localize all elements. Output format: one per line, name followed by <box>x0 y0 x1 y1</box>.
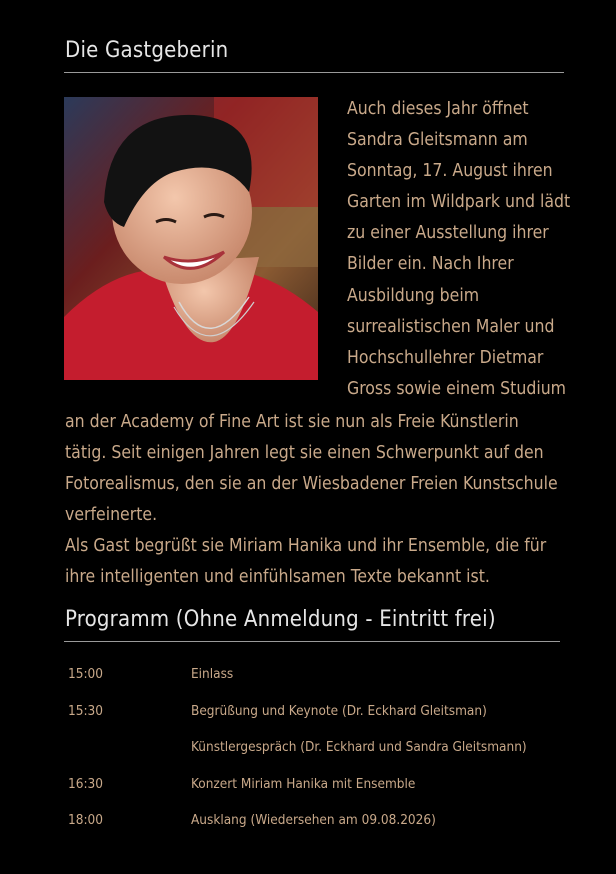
bio-top-line: Sonntag, 17. August ihren <box>347 161 553 182</box>
host-heading: Die Gastgeberin <box>65 38 229 63</box>
host-portrait-photo <box>64 97 318 380</box>
table-row <box>68 802 527 839</box>
table-row <box>68 656 527 693</box>
bio-bottom-line: ihre intelligenten und einfühlsamen Texte bekannt ist. <box>65 567 490 588</box>
program-time: 16:30 <box>68 775 103 792</box>
bio-top-line: Garten im Wildpark und lädt <box>347 192 571 213</box>
bio-top-line: Ausbildung beim <box>347 285 480 306</box>
program-time: 15:30 <box>68 702 103 719</box>
bio-bottom-line: Als Gast begrüßt sie Miriam Hanika und ihr Ensemble, die für <box>65 536 547 557</box>
program-heading-rule <box>64 641 560 642</box>
bio-top-line: zu einer Ausstellung ihrer <box>347 223 549 244</box>
bio-top-line: Bilder ein. Nach Ihrer <box>347 254 514 275</box>
bio-top-line: Gross sowie einem Studium <box>347 378 567 399</box>
bio-top-line: surrealistischen Maler und <box>347 316 555 337</box>
program-table <box>68 656 527 839</box>
table-row <box>68 729 527 766</box>
program-heading: Programm (Ohne Anmeldung - Eintritt frei) <box>65 607 496 632</box>
bio-text-top <box>347 94 587 405</box>
bio-top-line: Sandra Gleitsmann am <box>347 130 528 151</box>
program-time <box>68 729 191 766</box>
program-time: 18:00 <box>68 812 103 829</box>
program-event: Künstlergespräch (Dr. Eckhard und Sandra Gleitsmann) <box>191 739 527 756</box>
bio-bottom-line: Fotorealismus, den sie an der Wiesbadener Freien Kunstschule <box>65 474 558 495</box>
table-row <box>68 766 527 803</box>
host-heading-rule <box>64 72 564 73</box>
bio-bottom-line: verfeinerte. <box>65 505 158 526</box>
program-event: Ausklang (Wiedersehen am 09.08.2026) <box>191 812 436 829</box>
bio-bottom-line: an der Academy of Fine Art ist sie nun als Freie Künstlerin <box>65 412 519 432</box>
bio-top-line: Hochschullehrer Dietmar <box>347 347 544 368</box>
bio-text-bottom <box>65 407 585 594</box>
program-event: Begrüßung und Keynote (Dr. Eckhard Gleitsman) <box>191 702 487 719</box>
program-event: Konzert Miriam Hanika mit Ensemble <box>191 775 416 792</box>
program-time: 15:00 <box>68 666 103 683</box>
table-row <box>68 693 527 730</box>
bio-bottom-line: tätig. Seit einigen Jahren legt sie einen Schwerpunkt auf den <box>65 443 544 464</box>
program-event: Einlass <box>191 666 234 683</box>
bio-top-line: Auch dieses Jahr öffnet <box>347 99 529 119</box>
